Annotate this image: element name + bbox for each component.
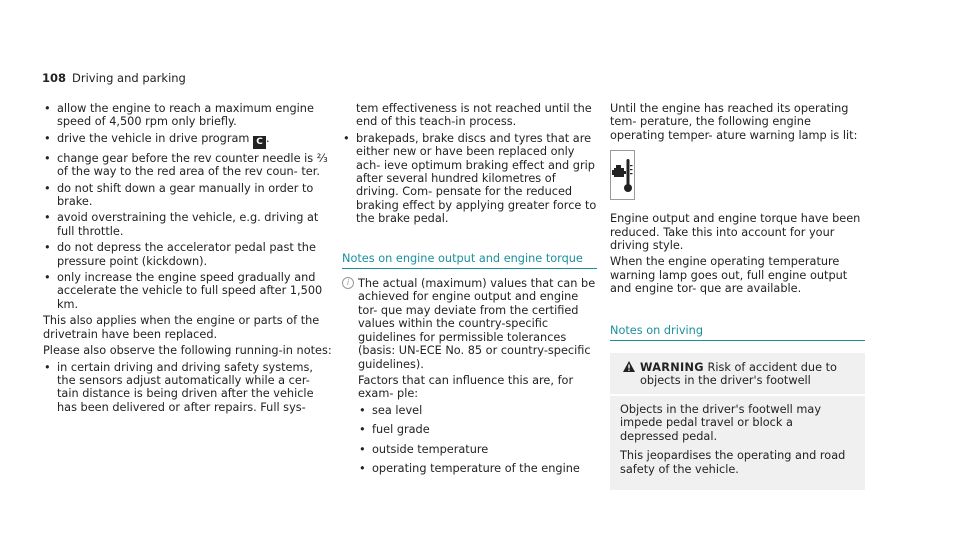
paragraph: Engine output and engine torque have been reduced. Take this into account for your driving style. [610, 212, 861, 253]
section-title-driving: Notes on driving [610, 324, 865, 341]
list-item: • sea level [358, 404, 597, 417]
running-in-list [43, 102, 333, 311]
page-header [42, 72, 186, 85]
warning-text: Objects in the driver's footwell may impede pedal travel or block a depressed pedal. [620, 402, 822, 443]
list-item: • in certain driving and driving safety systems, the sensors adjust automatically while a cer- tain distance is being driven after the vehicle has been delivered or after repairs. Full sys- [43, 361, 333, 415]
running-in-notes-list [43, 361, 333, 415]
factors-intro: Factors that can influence this are, for exam- ple: [358, 373, 574, 401]
list-item: • outside temperature [358, 443, 597, 456]
continued-list [342, 102, 597, 226]
paragraph: This also applies when the engine or parts of the drivetrain have been replaced. [43, 314, 320, 341]
info-icon: i [342, 277, 354, 289]
list-item: • avoid overstraining the vehicle, e.g. driving at full throttle. [43, 211, 333, 238]
warning-triangle-icon [623, 361, 635, 375]
column-right [610, 102, 865, 490]
list-item: • change gear before the rev counter needle is ⅔ of the way to the red area of the rev coun- ter. [43, 152, 333, 179]
list-item-continued: tem effectiveness is not reached until the end of this teach-in process. [356, 102, 592, 129]
list-item: • do not depress the accelerator pedal past the pressure point (kickdown). [43, 241, 333, 268]
paragraph: Please also observe the following running-in notes: [43, 344, 332, 358]
note-block [342, 277, 597, 475]
warning-box [610, 353, 865, 490]
drive-program-c-icon: C [253, 136, 266, 149]
warning-text: This jeopardises the operating and road safety of the vehicle. [620, 449, 846, 476]
warning-header [610, 353, 865, 396]
list-item: • operating temperature of the engine [358, 462, 597, 475]
section-title-engine-output: Notes on engine output and engine torque [342, 252, 597, 269]
engine-temperature-warning-lamp-icon [610, 150, 635, 200]
column-middle [342, 102, 597, 481]
column-left [43, 102, 333, 417]
chapter-title: Driving and parking [72, 71, 186, 85]
warning-label: WARNING [640, 361, 704, 375]
note-text: The actual (maximum) values that can be achieved for engine output and engine tor- que may deviate from the certified values within the country-specific guidelines for permissible tolerances (basis: UN-ECE No. 85 or country-specific guidelines). [358, 277, 596, 371]
list-item: • fuel grade [358, 423, 597, 436]
page-number: 108 [42, 71, 67, 85]
paragraph: Until the engine has reached its operating tem- perature, the following engine operating temper- ature warning lamp is lit: [610, 102, 858, 142]
paragraph: When the engine operating temperature warning lamp goes out, full engine output and engine tor- que are available. [610, 255, 848, 296]
factors-list [358, 404, 597, 476]
list-item: • brakepads, brake discs and tyres that are either new or have been replaced only ach- ieve optimum braking effect and grip after several hundred kilometres of driving. Com- pensate for the reduced braking effect by applying greater force to the brake pedal. [342, 132, 597, 226]
warning-body [610, 396, 865, 490]
warning-headline: Risk of accident due to objects in the driver's footwell [640, 361, 837, 388]
list-item: • only increase the engine speed gradually and accelerate the vehicle to full speed after 1,500 km. [43, 271, 333, 311]
list-item: • allow the engine to reach a maximum engine speed of 4,500 rpm only briefly. [43, 102, 333, 129]
list-item-drive-program: • drive the vehicle in drive program C . [43, 132, 333, 149]
list-item: • do not shift down a gear manually in order to brake. [43, 182, 333, 209]
